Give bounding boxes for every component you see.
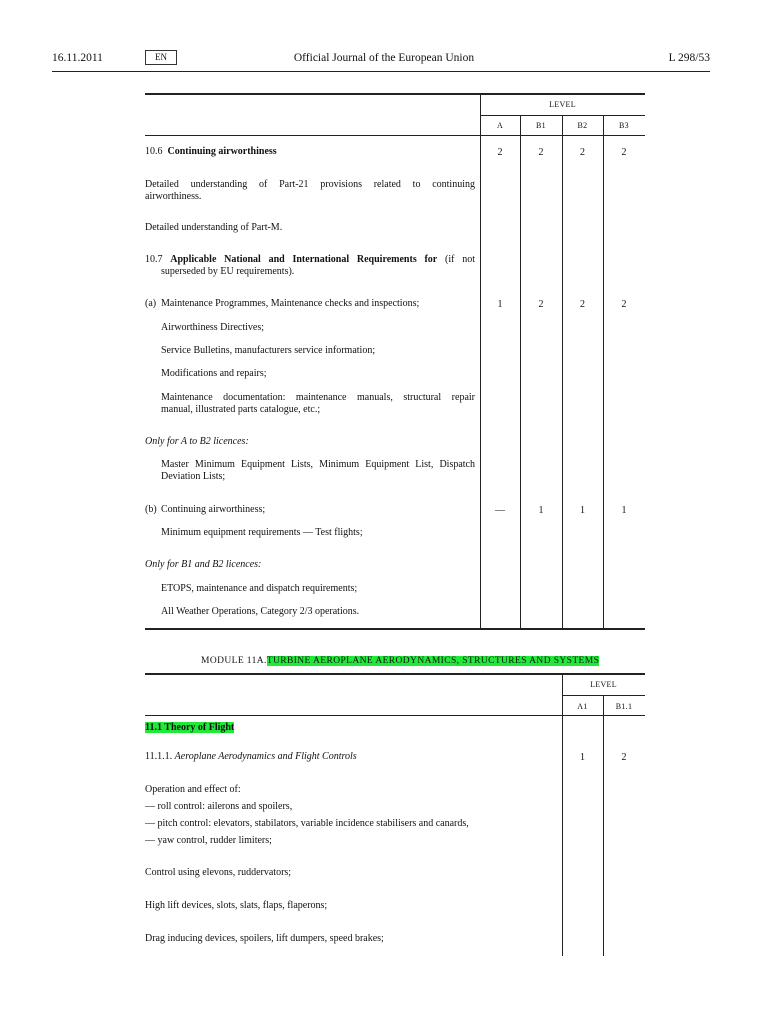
column-divider <box>603 696 604 956</box>
section-heading <box>145 722 234 734</box>
body-text: Maintenance Programmes, Maintenance checks and inspections; <box>161 298 420 309</box>
level-value: 1 <box>621 505 627 516</box>
list-item: — yaw control, rudder limiters; <box>145 835 272 846</box>
header-bottom-rule <box>145 135 645 136</box>
section-heading <box>145 254 475 266</box>
section-number: 10.7 <box>145 254 163 265</box>
module-title: TURBINE AEROPLANE AERODYNAMICS, STRUCTURES AND SYSTEMS <box>266 656 600 666</box>
licence-note: Only for B1 and B2 licences: <box>145 559 262 570</box>
body-text: Drag inducing devices, spoilers, lift dumpers, speed brakes; <box>145 933 384 944</box>
column-header-a1: A1 <box>577 702 588 711</box>
level-value: 1 <box>580 752 585 763</box>
section-title: Aeroplane Aerodynamics and Flight Controls <box>174 751 357 762</box>
column-header-b3: B3 <box>619 121 629 130</box>
body-text: Control using elevons, ruddervators; <box>145 867 292 878</box>
list-item: ETOPS, maintenance and dispatch requirements; <box>161 583 358 594</box>
level-value: 1 <box>497 299 503 310</box>
level-value: 2 <box>538 147 544 158</box>
list-item: Maintenance documentation: maintenance manuals, structural repair <box>161 392 475 403</box>
level-value: 2 <box>621 147 627 158</box>
item-label: (a) <box>145 298 157 309</box>
level-value: 2 <box>538 299 544 310</box>
language-badge: EN <box>145 50 177 65</box>
level-label: LEVEL <box>590 680 617 689</box>
section-number: 10.6 <box>145 146 163 157</box>
level-value: — <box>495 505 505 516</box>
journal-title: Official Journal of the European Union <box>293 52 475 64</box>
level-value: 2 <box>580 299 585 310</box>
section-title-note: (if not <box>445 254 475 265</box>
list-item: All Weather Operations, Category 2/3 operations. <box>161 606 360 617</box>
section-title: Applicable National and International Requirements for <box>170 254 438 265</box>
section-title: 11.1 Theory of Flight <box>145 722 235 733</box>
level-rule <box>562 695 645 696</box>
module-prefix: MODULE 11A. <box>201 656 267 666</box>
list-item: Master Minimum Equipment Lists, Minimum Equipment List, Dispatch <box>161 459 475 470</box>
licence-note: Only for A to B2 licences: <box>145 436 249 447</box>
level-value: 1 <box>580 505 585 516</box>
module-heading <box>201 655 599 667</box>
list-item: Airworthiness Directives; <box>161 322 265 333</box>
column-divider <box>480 93 481 629</box>
level-label: LEVEL <box>549 100 576 109</box>
section-heading <box>145 146 277 158</box>
section-title-note: superseded by EU requirements). <box>161 266 295 277</box>
level-value: 2 <box>497 147 503 158</box>
list-item: — pitch control: elevators, stabilators, variable incidence stabilisers and canards, <box>145 818 469 829</box>
column-divider <box>520 116 521 629</box>
table-bottom-rule <box>145 628 645 630</box>
subsection-heading <box>145 751 357 763</box>
list-item: Minimum equipment requirements — Test flights; <box>161 527 363 538</box>
item-label: (b) <box>145 504 157 515</box>
body-text: Detailed understanding of Part-21 provisions related to continuing <box>145 179 475 190</box>
level-rule <box>480 115 645 116</box>
level-value: 2 <box>621 299 627 310</box>
section-number: 11.1.1. <box>145 751 173 762</box>
list-item: manual, illustrated parts catalogue, etc.; <box>161 404 321 415</box>
body-text: airworthiness. <box>145 191 202 202</box>
body-text: Operation and effect of: <box>145 784 241 795</box>
header-rule <box>52 71 710 72</box>
publication-date: 16.11.2011 <box>52 52 103 64</box>
table-top-rule <box>145 93 645 95</box>
level-value: 2 <box>580 147 585 158</box>
list-item: Service Bulletins, manufacturers service information; <box>161 345 376 356</box>
section-title: Continuing airworthiness <box>167 146 277 157</box>
column-header-a: A <box>496 121 504 130</box>
list-item: — roll control: ailerons and spoilers, <box>145 801 293 812</box>
column-header-b1: B1 <box>536 121 546 130</box>
column-header-b1-1: B1.1 <box>615 702 633 711</box>
body-text: Detailed understanding of Part-M. <box>145 222 283 233</box>
column-divider <box>603 116 604 629</box>
column-divider <box>562 116 563 629</box>
table-top-rule <box>145 673 645 675</box>
level-value: 2 <box>621 752 627 763</box>
list-item: Modifications and repairs; <box>161 368 267 379</box>
body-text: Continuing airworthiness; <box>161 504 266 515</box>
list-item: Deviation Lists; <box>161 471 226 482</box>
header-bottom-rule <box>145 715 645 716</box>
page-reference: L 298/53 <box>668 52 710 64</box>
column-header-b2: B2 <box>577 121 588 130</box>
level-value: 1 <box>538 505 544 516</box>
body-text: High lift devices, slots, slats, flaps, flaperons; <box>145 900 328 911</box>
